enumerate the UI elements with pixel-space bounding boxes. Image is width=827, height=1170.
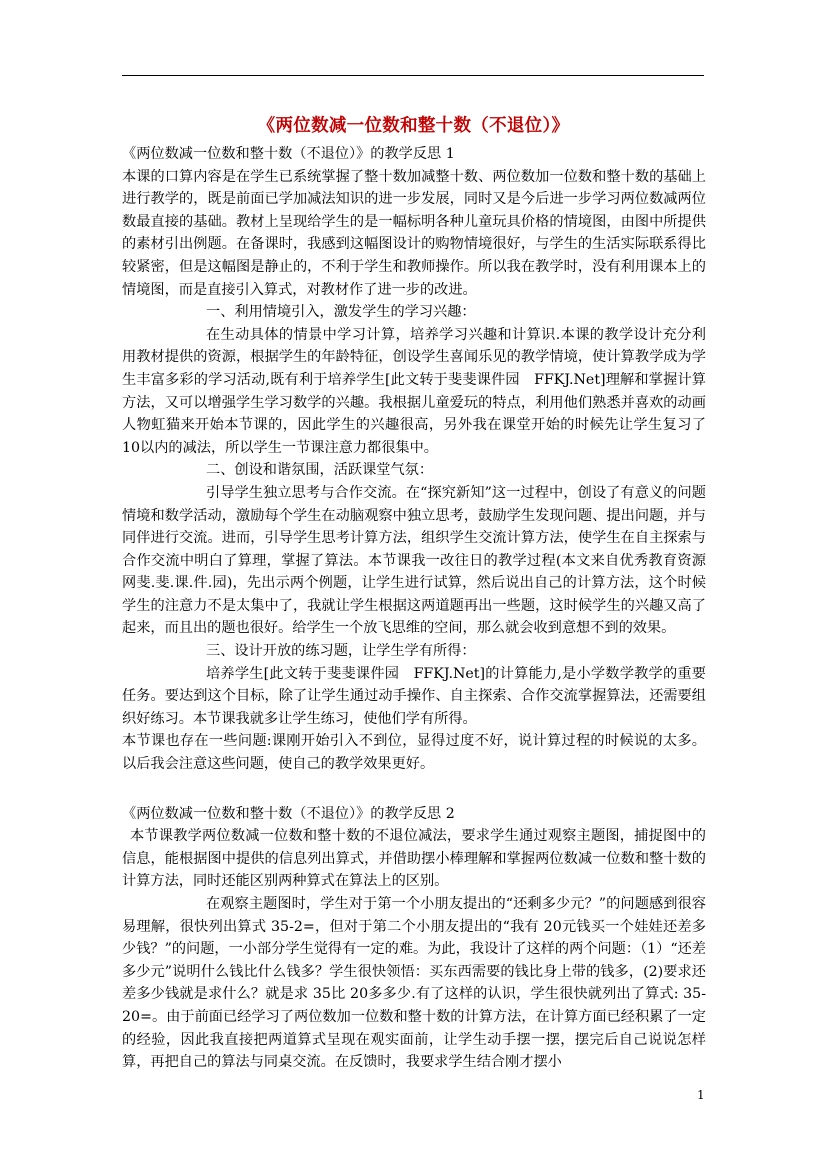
section1-heading: 《两位数减一位数和整十数（不退位）》的教学反思 1	[122, 146, 455, 162]
section2-intro: 本节课教学两位数减一位数和整十数的不退位减法，要求学生通过观察主题图，捕捉图中的信息，能根据图中提供的信息列出算式，并借助摆小棒理解和掌握两位数减一位数和整十数的计算方法，同时还能区别两种算式在算法上的区别。	[122, 828, 706, 890]
page-number: 1	[697, 1088, 705, 1102]
document-body	[122, 143, 706, 1074]
point2-title: 二、创设和谐氛围，活跃课堂气氛：	[206, 462, 434, 479]
point1-body: 在生动具体的情景中学习计算，培养学习兴趣和计算识.本课的教学设计充分利用教材提供的资源，根据学生的年龄特征，创设学生喜闻乐见的教学情境，使计算教学成为学生丰富多彩的学习活动,既有利于培养学生[此文转于斐斐课件园 FFKJ.Net]理解和掌握计算方法，又可以增强学生学习数学的兴趣。我根据儿童爱玩的特点，利用他们熟悉并喜欢的动画人物虹猫来开始本节课的，因此学生的兴趣很高，另外我在课堂开始的时候先让学生复习了 10以内的减法，所以学生一节课注意力都很集中。	[122, 326, 706, 456]
section2-body: 在观察主题图时，学生对于第一个小朋友提出的“还剩多少元？”的问题感到很容易理解，很快列出算式 35-2=，但对于第二个小朋友提出的“我有 20元钱买一个娃娃还差多少钱？”的问题，一小部分学生觉得有一定的难。为此，我设计了这样的两个问题：（1）“还差多少元”说明什么钱比什么钱多？学生很快领悟：买东西需要的钱比身上带的钱多，(2)要求还差多少钱就是求什么？就是求 35比 20多多少.有了这样的认识，学生很快就列出了算式: 35-20=。由于前面已经学习了两位数加一位数和整十数的计算方法，在计算方面已经积累了一定的经验，因此我直接把两道算式呈现在观实面前，让学生动手摆一摆，摆完后自己说说怎样算，再把自己的算法与同桌交流。在反馈时，我要求学生结合刚才摆小	[122, 896, 706, 1071]
section-gap	[122, 776, 706, 803]
document-title: 《两位数减一位数和整十数（不退位）》	[257, 116, 570, 136]
section1-intro: 本课的口算内容是在学生已系统掌握了整十数加减整十数、两位数加一位数和整十数的基础上进行教学的，既是前面已学加减法知识的进一步发展，同时又是今后进一步学习两位数减两位数最直接的基础。教材上呈现给学生的是一幅标明各种儿童玩具价格的情境图，由图中所提供的素材引出例题。在备课时，我感到这幅图设计的购物情境很好，与学生的生活实际联系得比较紧密，但是这幅图是静止的，不利于学生和教师操作。所以我在教学时，没有利用课本上的情境图，而是直接引入算式，对教材作了进一步的改进。	[122, 168, 706, 298]
header-rule	[122, 75, 704, 76]
point1-title: 一、利用情境引入，激发学生的学习兴趣：	[206, 304, 476, 321]
point2-body: 引导学生独立思考与合作交流。在“探究新知”这一过程中，创设了有意义的问题情境和数学活动，激励每个学生在动脑观察中独立思考，鼓励学生发现问题、提出问题，并与同伴进行交流。进而，引导学生思考计算方法，组织学生交流计算方法，使学生在自主探索与合作交流中明白了算理，掌握了算法。本节课我一改往日的教学过程(本文来自优秀教育资源网斐.斐.课.件.园)，先出示两个例题，让学生进行试算，然后说出自己的计算方法，这个时候学生的注意力不是太集中了，我就让学生根据这两道题再出一些题，这时候学生的兴趣又高了起来，而且出的题也很好。给学生一个放飞思维的空间，那么就会收到意想不到的效果。	[122, 484, 706, 637]
section2-heading: 《两位数减一位数和整十数（不退位）》的教学反思 2	[122, 805, 455, 822]
point3-body: 培养学生[此文转于斐斐课件园 FFKJ.Net]的计算能力,是小学数学教学的重要任务。要达到这个目标，除了让学生通过动手操作、自主探索、合作交流掌握算法，还需要组织好练习。本节课我就多让学生练习，使他们学有所得。	[122, 665, 706, 727]
section1-reflection: 本节课也存在一些问题:课刚开始引入不到位，显得过度不好，说计算过程的时候说的太多。以后我会注意这些问题，使自己的教学效果更好。	[122, 733, 706, 773]
point3-title: 三、设计开放的练习题，让学生学有所得：	[206, 643, 476, 660]
